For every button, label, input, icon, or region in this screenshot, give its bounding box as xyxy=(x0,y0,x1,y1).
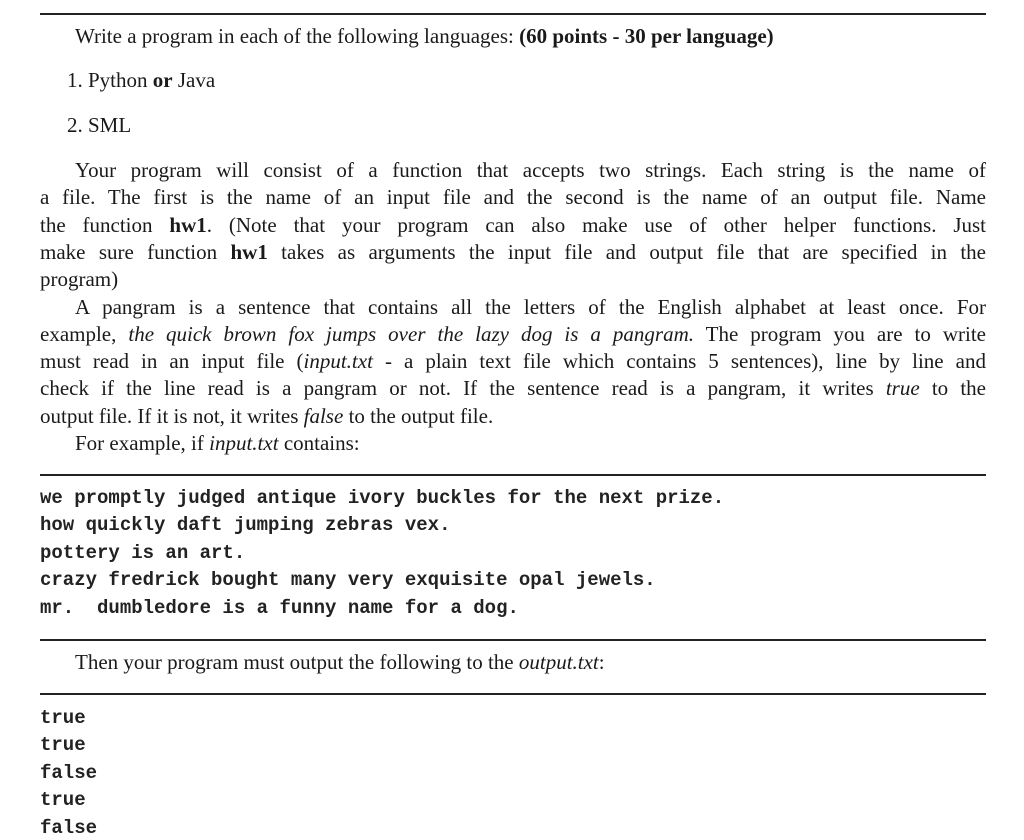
input-line: crazy fredrick bought many very exquisite opal jewels. xyxy=(40,569,656,592)
input-bottom-rule xyxy=(40,639,986,641)
text-segment: - a plain text file which contains 5 sentences), line by line and xyxy=(372,349,986,374)
text-segment: takes as arguments the input file and output file that are specified in the xyxy=(267,239,986,264)
text-segment: A pangram is a sentence that contains all the letters of the English alphabet at least once. For xyxy=(75,294,986,319)
paragraph-line xyxy=(40,158,986,182)
paragraph-line xyxy=(40,376,986,400)
text-segment: to the output file. xyxy=(343,403,494,428)
paragraph-line xyxy=(40,213,986,237)
text-segment: The program you are to write xyxy=(694,321,986,346)
input-line: we promptly judged antique ivory buckles for the next prize. xyxy=(40,487,725,509)
text-segment: the quick brown fox jumps over the lazy dog is a pangram. xyxy=(128,321,695,346)
paragraph-line xyxy=(40,322,986,346)
text-segment: a file. The first is the name of an input file and the second is the name of an output file. Name xyxy=(40,185,986,210)
output-line: false xyxy=(40,816,98,839)
heading-points: (60 points - 30 per language) xyxy=(519,24,774,48)
output-filename: output.txt xyxy=(518,650,599,674)
heading xyxy=(75,24,774,48)
text-segment: Python xyxy=(88,68,153,92)
heading-text: Write a program in each of the following languages: xyxy=(75,24,520,48)
top-rule xyxy=(40,13,986,15)
text-segment: input.txt xyxy=(303,349,373,374)
text-segment: or xyxy=(152,68,173,92)
text-segment: the function xyxy=(40,212,170,237)
paragraph-line xyxy=(40,295,986,319)
input-line: mr. dumbledore is a funny name for a dog. xyxy=(40,596,519,619)
output-line: false xyxy=(40,761,98,784)
output-intro-end: : xyxy=(598,650,605,674)
paragraph-line xyxy=(40,404,986,428)
text-segment: . (Note that your program can also make use of other helper functions. Just xyxy=(206,212,987,237)
text-segment: to the xyxy=(919,376,986,401)
list-number: 2. xyxy=(67,113,83,137)
paragraph-line xyxy=(40,431,986,455)
output-line: true xyxy=(40,789,86,812)
paragraph-line xyxy=(40,349,986,373)
text-segment: make sure function xyxy=(40,239,231,264)
text-segment: example, xyxy=(40,321,129,346)
text-segment: Java xyxy=(172,68,216,92)
text-segment: input.txt xyxy=(209,431,279,455)
text-segment: hw1 xyxy=(169,212,207,237)
paragraph-line xyxy=(40,240,986,264)
text-segment: SML xyxy=(88,113,132,137)
text-segment: For example, if xyxy=(75,431,210,455)
text-segment: program) xyxy=(40,267,119,292)
output-intro xyxy=(75,650,605,674)
language-item xyxy=(67,68,215,92)
text-segment: hw1 xyxy=(230,239,268,264)
input-top-rule xyxy=(40,474,986,476)
paragraph-line xyxy=(40,267,986,291)
text-segment: output file. If it is not, it writes xyxy=(40,403,304,428)
text-segment: Your program will consist of a function that accepts two strings. Each string is the name of xyxy=(75,158,986,182)
text-segment: false xyxy=(303,403,344,428)
output-line: true xyxy=(40,707,86,729)
text-segment: must read in an input file ( xyxy=(40,349,304,374)
text-segment: check if the line read is a pangram or not. If the sentence read is a pangram, it writes xyxy=(40,376,886,401)
paragraph-line xyxy=(40,185,986,209)
output-intro-text: Then your program must output the following to the xyxy=(75,650,519,674)
output-line: true xyxy=(40,734,86,757)
text-segment: contains: xyxy=(278,431,360,455)
text-segment: true xyxy=(885,376,920,401)
list-number: 1. xyxy=(67,68,83,92)
input-line: pottery is an art. xyxy=(40,541,246,564)
output-top-rule xyxy=(40,693,986,695)
input-line: how quickly daft jumping zebras vex. xyxy=(40,514,451,537)
language-item xyxy=(67,113,131,137)
